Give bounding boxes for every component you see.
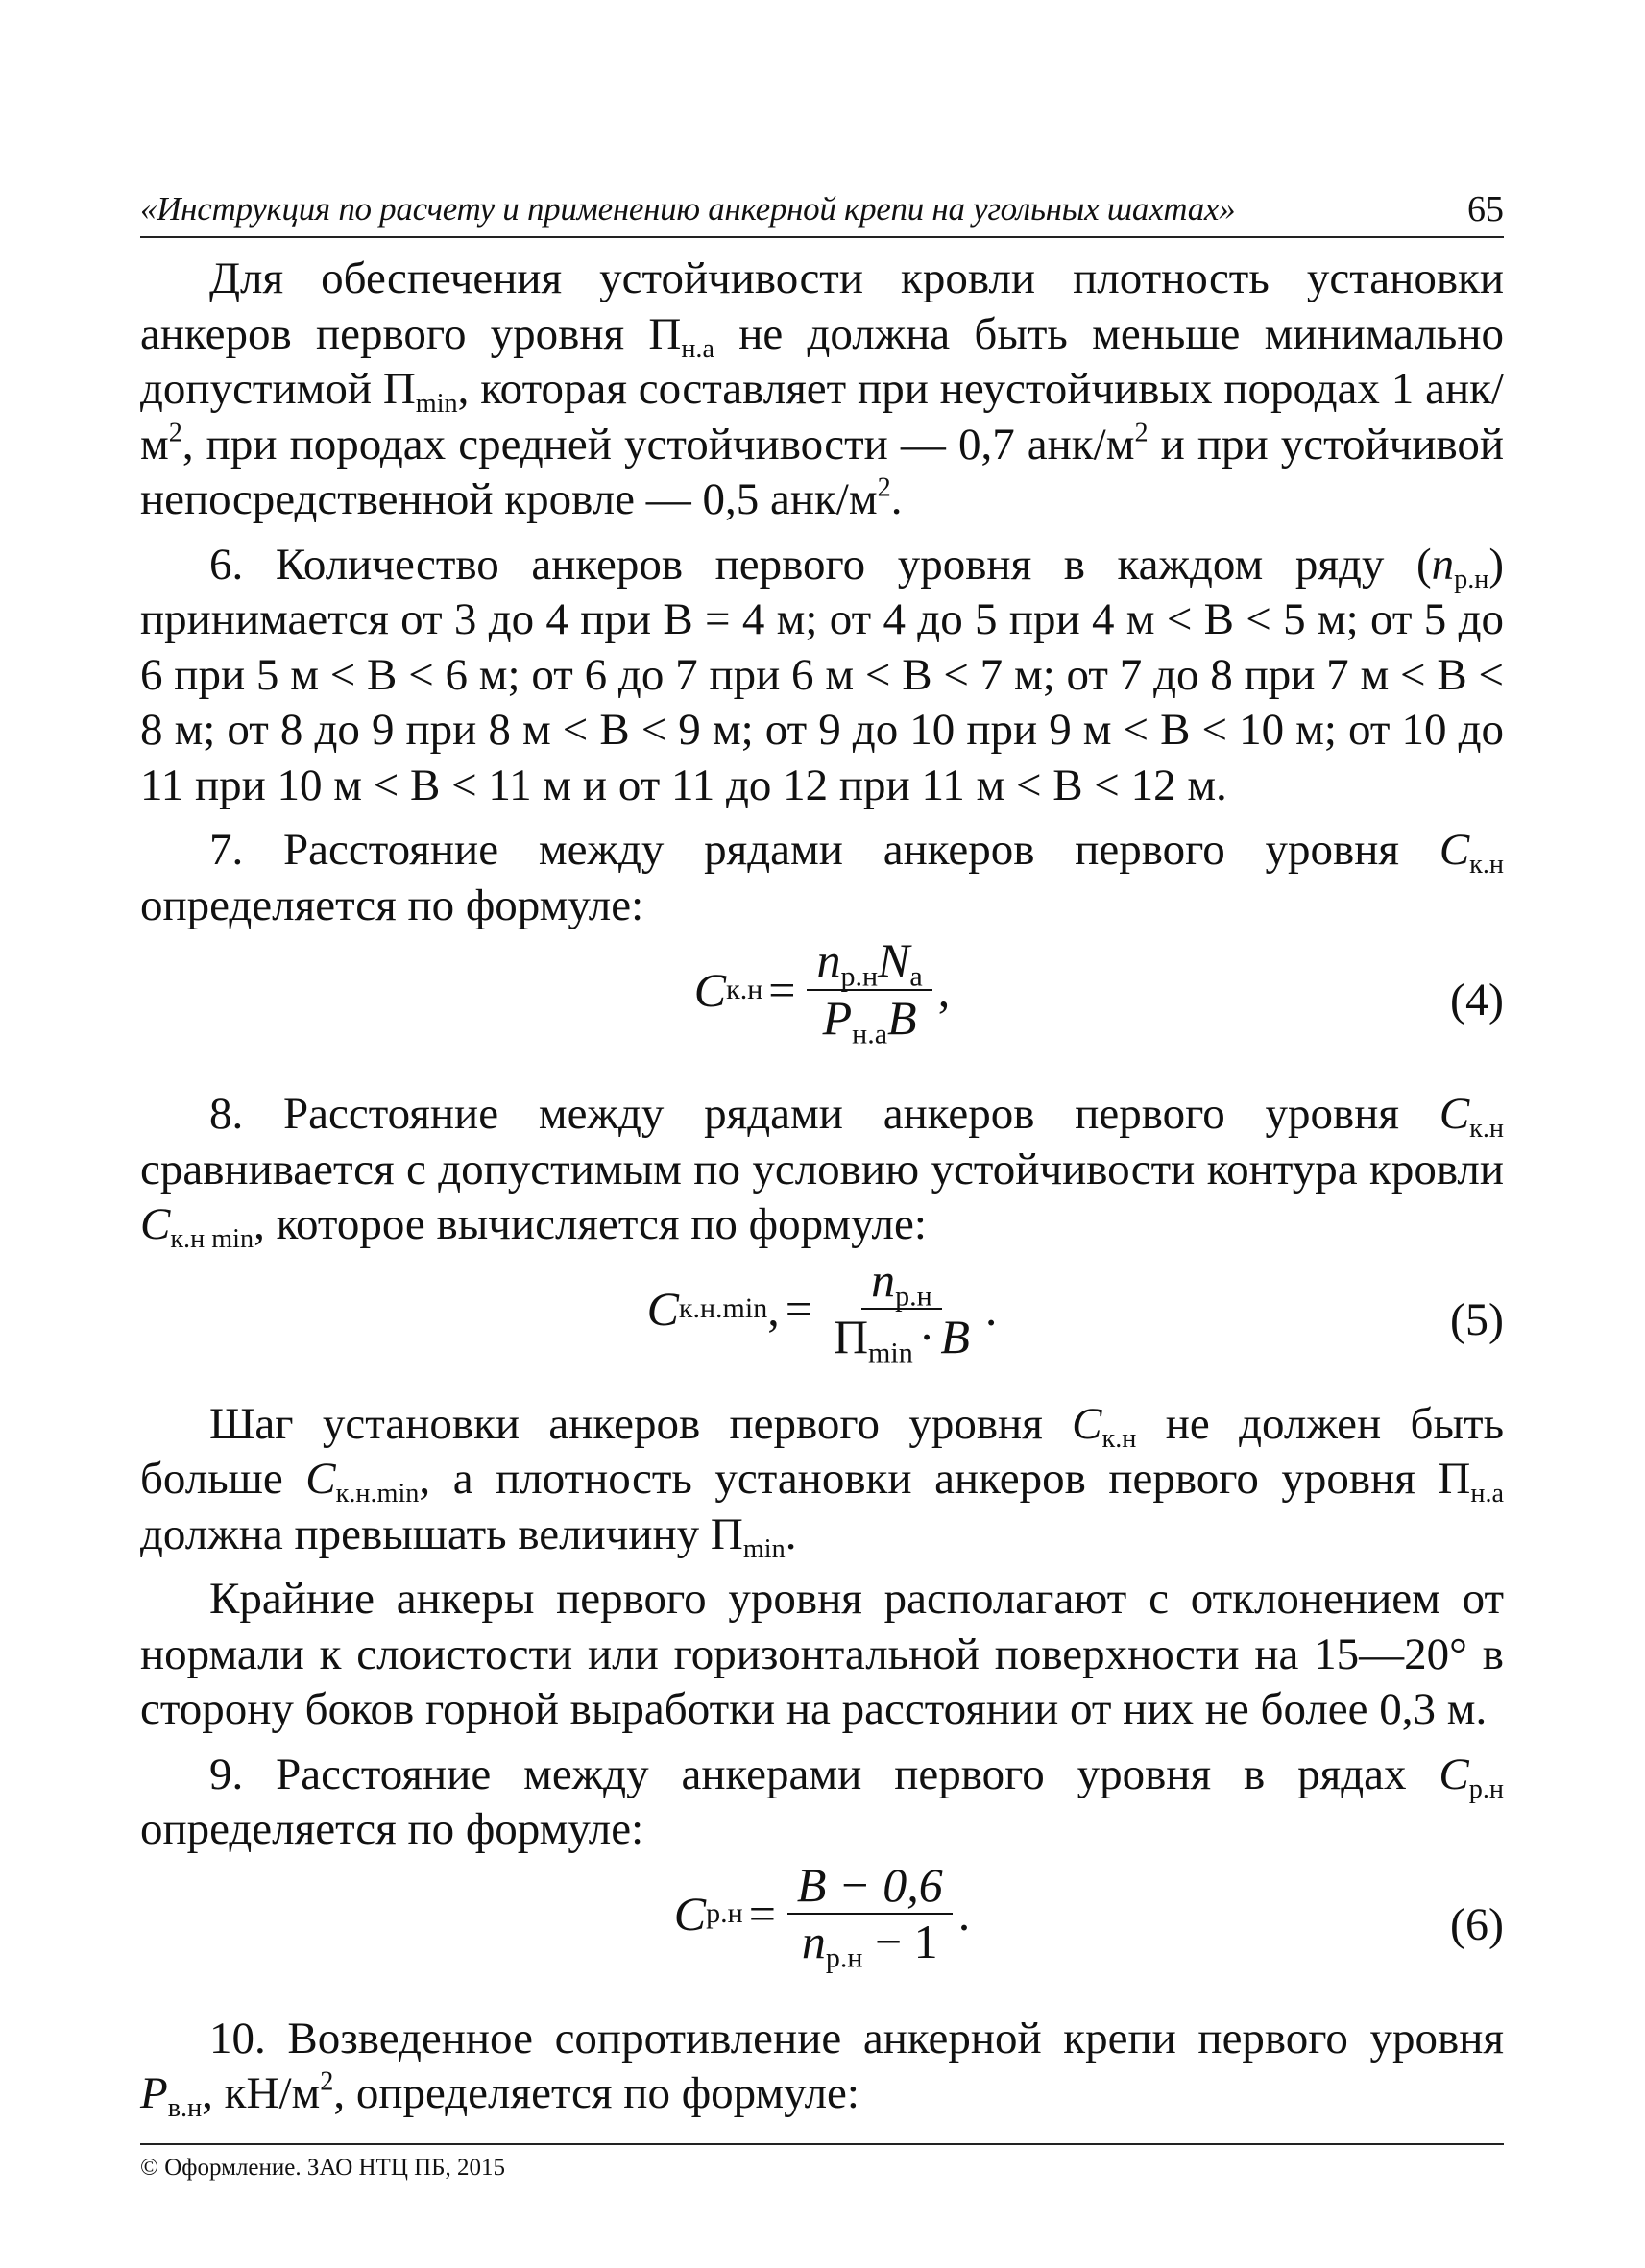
formula-6: C р.н = $\frac{B - 0,6}{n_{р.н} - 1}$ . (6) [673, 1857, 1504, 1974]
page-number: 65 [1467, 189, 1504, 229]
page-footer [140, 2143, 1504, 2182]
copyright-notice: © Оформление. ЗАО НТЦ ПБ, 2015 [140, 2155, 506, 2181]
paragraph-item-10: 10. Возведенное сопротивление анкерной крепи первого уровня $P_{в.н}$, $кН/м^2$, определяется по формуле: [140, 2013, 1504, 2124]
paragraph-item-6: 6. Количество анкеров первого уровня в каждом ряду $(n_{р.н})$ принимается от 3 до 4 при B = 4 м; от 4 до 5 при 4 м < B < 5 м; от 5 до 6 при 5 м < B < 6 м; от 6 до 7 при 6 м < B < 7 м; от 7 до 8 при 7 м < B < 8 м; от 8 до 9 при 8 м < B < 9 м; от 9 до 10 при 9 м < B < 10 м; от 10 до 11 при 10 м < B < 11 м и от 11 до 12 при 11 м < B < 12 м. [140, 539, 1504, 810]
equation-number: (6) [1450, 1898, 1504, 1950]
body-text [140, 252, 1504, 2122]
formula-5: C к.н.min , = $\frac{n_{р.н}}{П_{min} \cdot B}$ . (5) [646, 1252, 1504, 1369]
equation-number: (5) [1450, 1293, 1504, 1345]
formula-4: C к.н = $\frac{n_{р.н}N_а}{P_{н.а}B}$ , (4) [693, 933, 1504, 1050]
paragraph-edge-anchors: Крайние анкеры первого уровня располагают с отклонением от нормали к слоистости или горизонтальной поверхности на 15—20° в сторону боков горной выработки на расстоянии от них не более 0,3 м. [140, 1574, 1504, 1734]
fraction: $\frac{n_{р.н}}{П_{min} \cdot B}$ [833, 1252, 970, 1369]
running-title: «Инструкция по расчету и применению анкерной крепи на угольных шахтах» [140, 190, 1236, 228]
paragraph-item-7: 7. Расстояние между рядами анкеров первого уровня $C_{к.н}$ определяется по формуле: [140, 825, 1504, 930]
fraction: $\frac{B - 0,6}{n_{р.н} - 1}$ [787, 1858, 953, 1970]
paragraph-item-9: 9. Расстояние между анкерами первого уровня в рядах $C_{р.н}$ определяется по формуле: [140, 1749, 1504, 1854]
equation-number: (4) [1450, 975, 1504, 1025]
fraction: $\frac{n_{р.н}N_а}{P_{н.а}B}$ [807, 933, 931, 1046]
running-header [140, 182, 1504, 238]
paragraph-step: Шаг установки анкеров первого уровня $C_{к.н}$ не должен быть больше $C_{к.н.min}$, а плотность установки анкеров первого уровня $П_{н.а}$ должна превышать величину $П_{min}$. [140, 1398, 1505, 1564]
paragraph-item-8: 8. Расстояние между рядами анкеров первого уровня $C_{к.н}$ сравнивается с допустимым по условию устойчивости контура кровли $C_{к.н min}$, которое вычисляется по формуле: [140, 1089, 1504, 1255]
paragraph-stability: Для обеспечения устойчивости кровли плотность установки анкеров первого уровня $П_{н.а}$ не должна быть меньше минимально допустимой $П_{min}$, которая составляет при неустойчивых породах 1 анк/$м^2$, при породах средней устойчивости — 0,7 анк/$м^2$ и при устойчивой непосредственной кровле — 0,5 анк/$м^2$. [140, 253, 1505, 524]
